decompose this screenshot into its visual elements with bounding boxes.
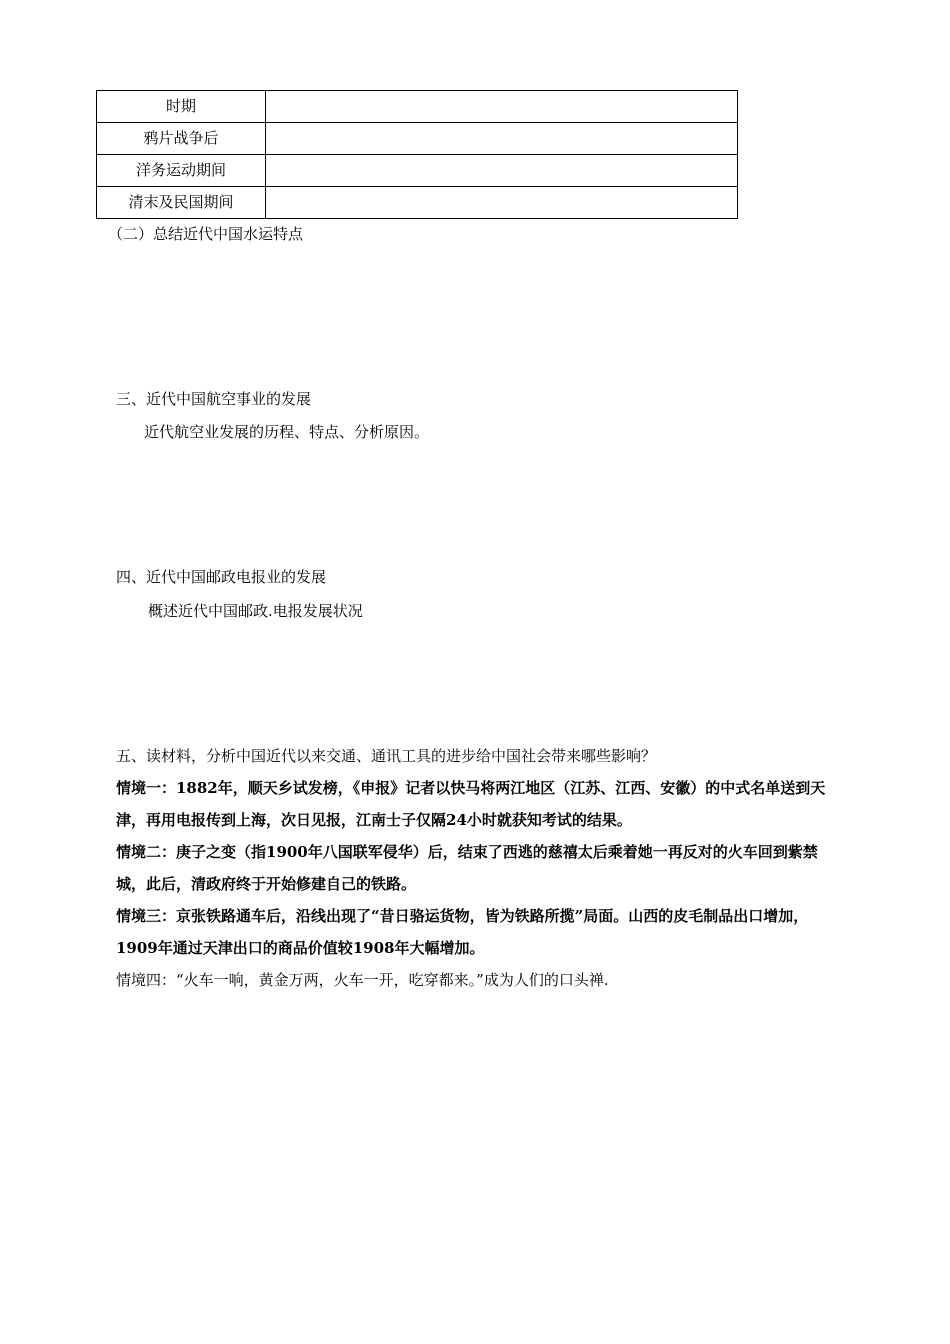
table-row [97,155,738,187]
table-cell-blank [266,155,738,187]
scenario-1: 情境一：1882年，顺天乡试发榜，《申报》记者以快马将两江地区（江苏、江西、安徽）的中式名单送到天津，再用电报传到上海，次日见报，江南士子仅隔24小时就获知考试的结果。 [116,779,826,829]
table-cell-blank [266,91,738,123]
table-cell-label: 鸦片战争后 [97,123,266,155]
table-cell-blank [266,187,738,219]
section2-subheading: （二）总结近代中国水运特点 [108,225,304,243]
table-row [97,91,738,123]
table-cell-blank [266,123,738,155]
scenario-3: 情境三：京张铁路通车后，沿线出现了“昔日骆运货物，皆为铁路所揽”局面。山西的皮毛制品出口增加，1909年通过天津出口的商品价值较1908年大幅增加。 [116,907,809,957]
table-cell-label: 洋务运动期间 [97,155,266,187]
section4-heading: 四、近代中国邮政电报业的发展 [116,568,327,586]
scenario-4: 情境四：“火车一响，黄金万两，火车一开，吃穿都来。”成为人们的口头禅. [116,971,609,989]
section3-prompt: 近代航空业发展的历程、特点、分析原因。 [144,423,430,441]
table-row [97,187,738,219]
section4-prompt: 概述近代中国邮政.电报发展状况 [148,602,363,620]
table-cell-label: 清末及民国期间 [97,187,266,219]
period-table [96,90,738,219]
scenario-2: 情境二：庚子之变（指1900年八国联军侵华）后，结束了西逃的慈禧太后乘着她一再反对的火车回到紫禁城，此后，清政府终于开始修建自己的铁路。 [116,843,818,893]
table-header-period: 时期 [97,91,266,123]
table-row [97,123,738,155]
section5-heading: 五、读材料，分析中国近代以来交通、通讯工具的进步给中国社会带来哪些影响？ [116,747,657,765]
section3-heading: 三、近代中国航空事业的发展 [116,390,312,408]
